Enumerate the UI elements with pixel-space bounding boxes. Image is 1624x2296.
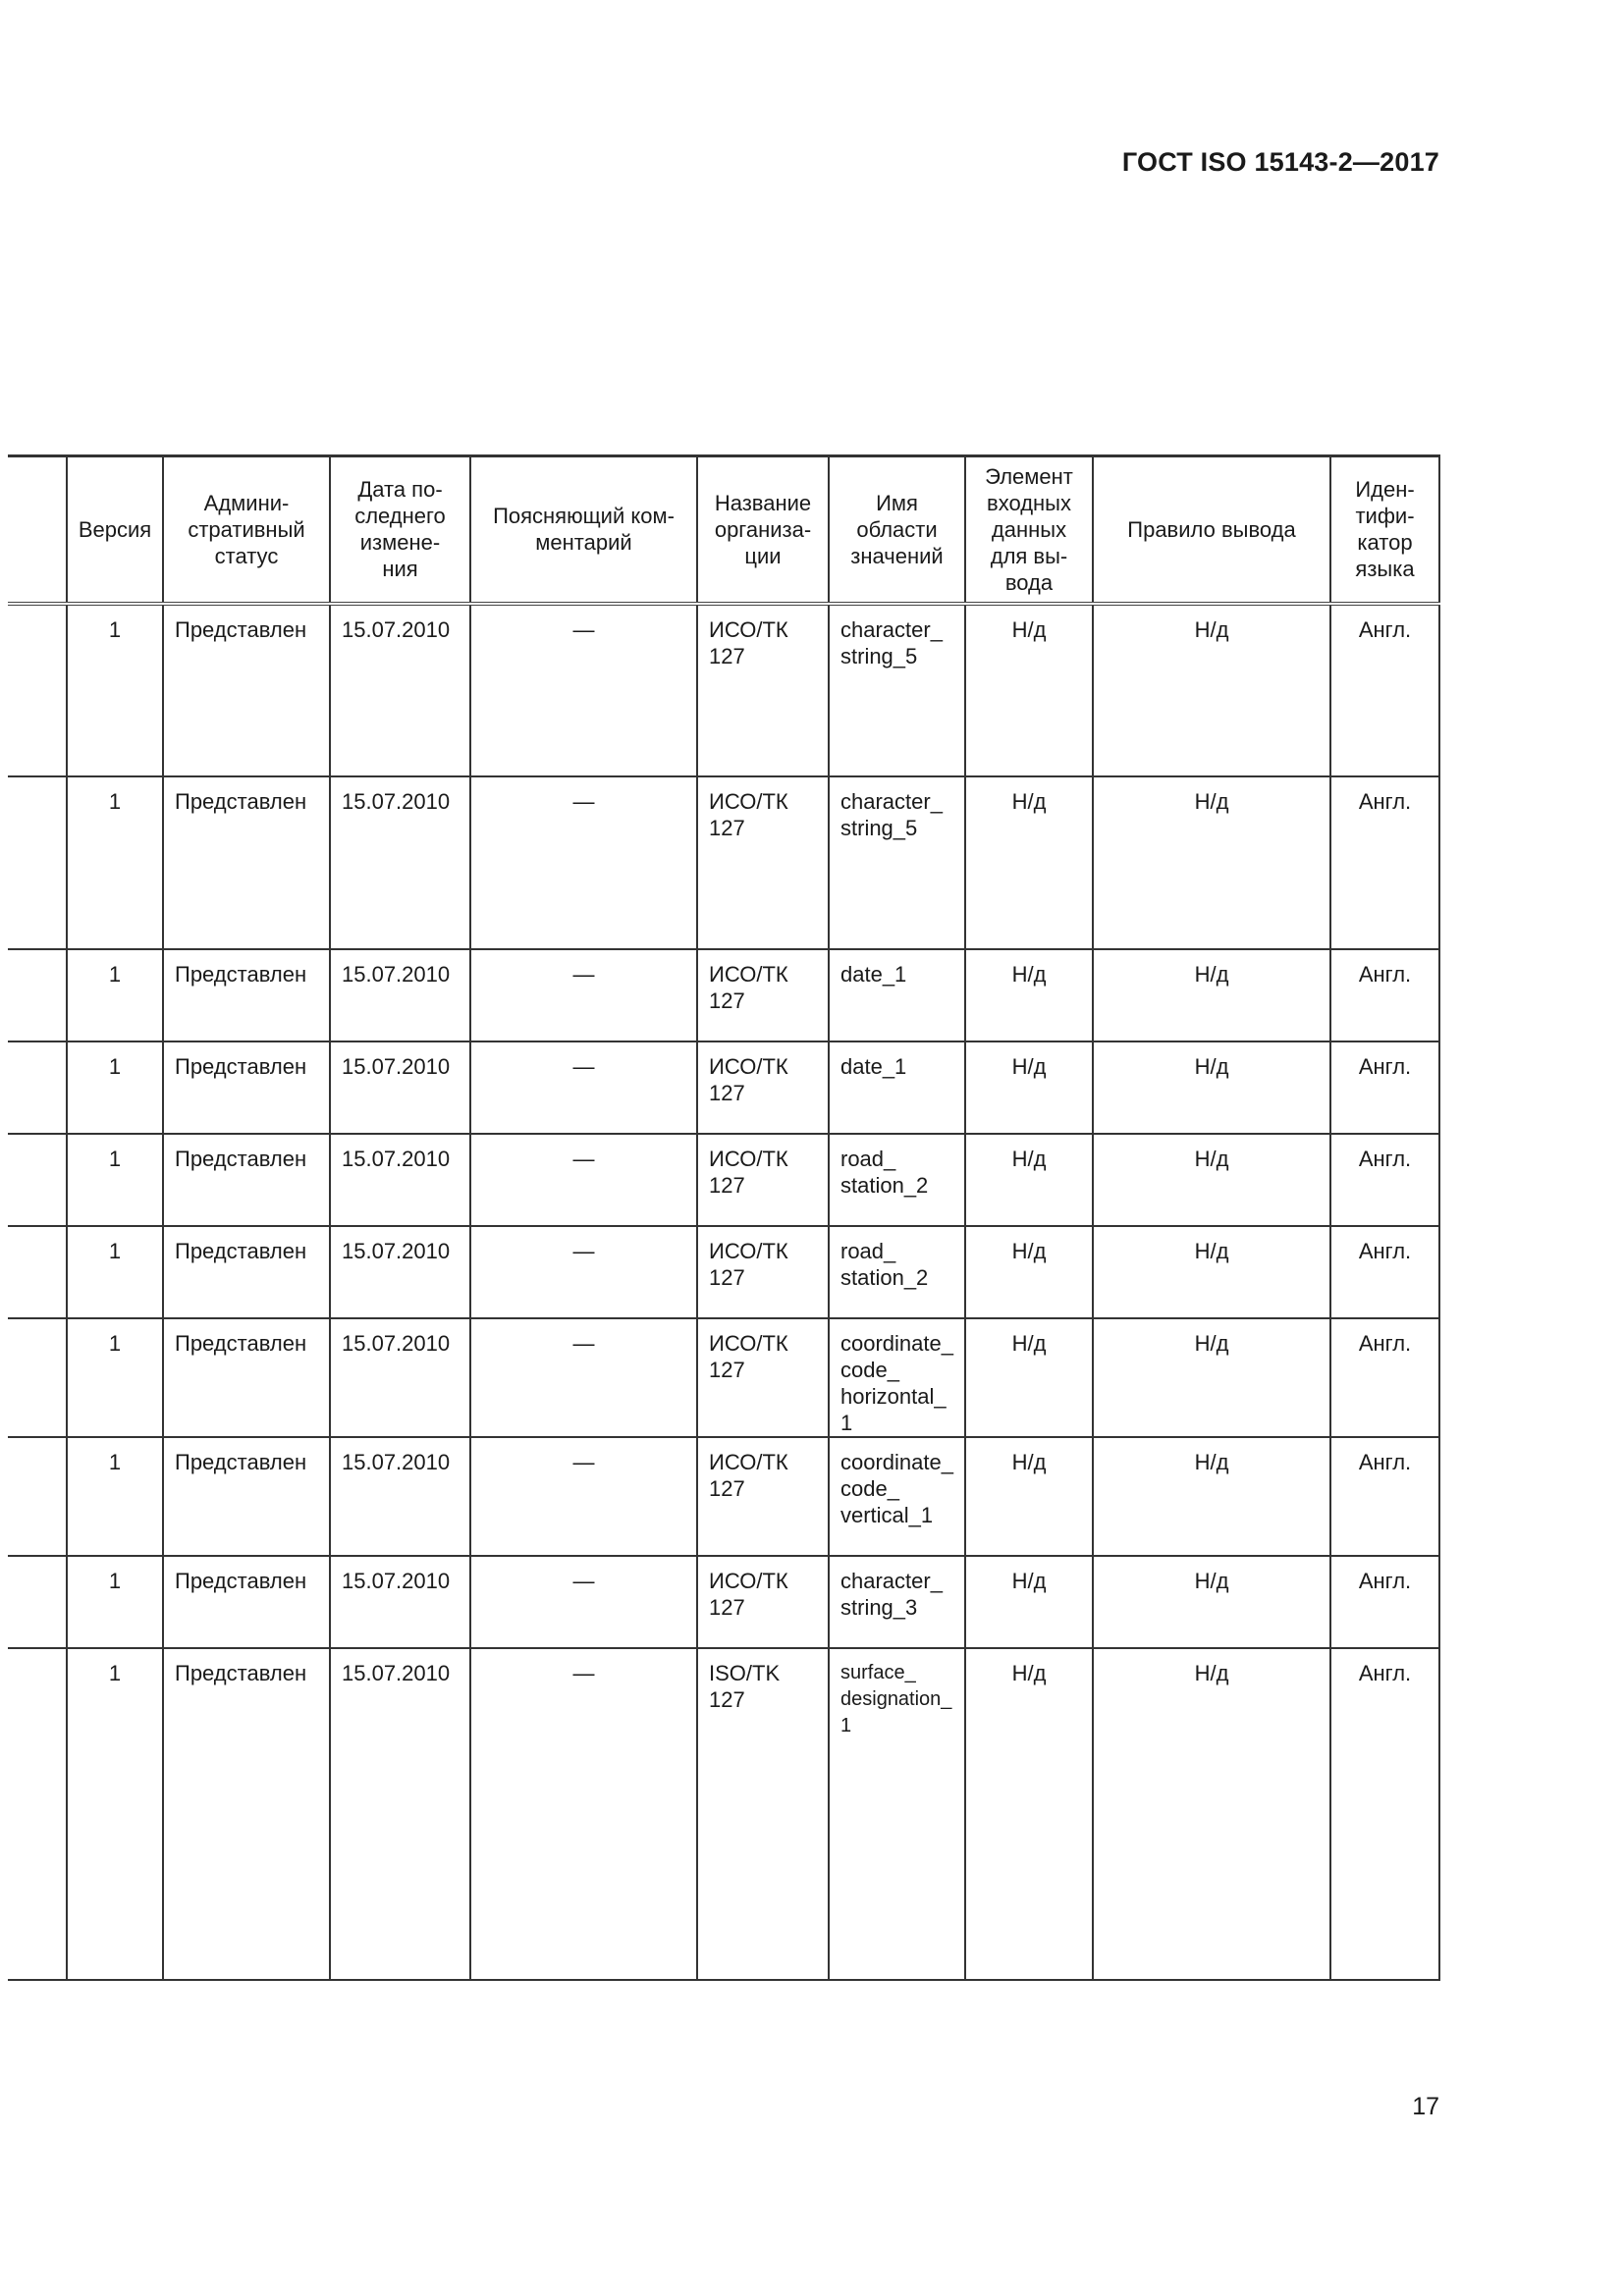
table-row (8, 776, 1439, 949)
language-cell: Англ. (1330, 1556, 1439, 1648)
spacer-cell (8, 1648, 67, 1980)
input-element-cell: Н/д (965, 1041, 1093, 1134)
spacer-cell (8, 949, 67, 1041)
table-row (8, 1226, 1439, 1318)
language-cell: Англ. (1330, 949, 1439, 1041)
organization-cell: ИСО/ТК 127 (697, 1556, 829, 1648)
page-number: 17 (1412, 2093, 1439, 2120)
version-cell: 1 (67, 1437, 163, 1556)
status-cell: Представлен (163, 1318, 330, 1437)
table-row (8, 1556, 1439, 1648)
language-cell: Англ. (1330, 604, 1439, 776)
derivation-rule-cell: Н/д (1093, 949, 1330, 1041)
header-cell-input-element: Элемент входных данных для вы- вода (965, 456, 1093, 604)
organization-cell: ИСО/ТК 127 (697, 1318, 829, 1437)
language-cell: Англ. (1330, 1226, 1439, 1318)
language-cell: Англ. (1330, 776, 1439, 949)
spacer-cell (8, 1556, 67, 1648)
organization-cell: ИСО/ТК 127 (697, 776, 829, 949)
status-cell: Представлен (163, 1226, 330, 1318)
domain-cell: character_ string_5 (829, 604, 965, 776)
date-cell: 15.07.2010 (330, 604, 470, 776)
table-row (8, 1041, 1439, 1134)
comment-cell: — (470, 1648, 697, 1980)
table-row (8, 1648, 1439, 1980)
version-cell: 1 (67, 1318, 163, 1437)
version-cell: 1 (67, 1134, 163, 1226)
language-cell: Англ. (1330, 1437, 1439, 1556)
table-row (8, 604, 1439, 776)
header-cell-derivation-rule: Правило вывода (1093, 456, 1330, 604)
domain-cell: coordinate_ code_ vertical_1 (829, 1437, 965, 1556)
derivation-rule-cell: Н/д (1093, 1648, 1330, 1980)
comment-cell: — (470, 604, 697, 776)
date-cell: 15.07.2010 (330, 1318, 470, 1437)
derivation-rule-cell: Н/д (1093, 1041, 1330, 1134)
input-element-cell: Н/д (965, 1318, 1093, 1437)
domain-cell: road_ station_2 (829, 1226, 965, 1318)
header-cell-spacer (8, 456, 67, 604)
date-cell: 15.07.2010 (330, 1041, 470, 1134)
comment-cell: — (470, 1134, 697, 1226)
input-element-cell: Н/д (965, 604, 1093, 776)
derivation-rule-cell: Н/д (1093, 1134, 1330, 1226)
comment-cell: — (470, 1226, 697, 1318)
status-cell: Представлен (163, 604, 330, 776)
version-cell: 1 (67, 1556, 163, 1648)
date-cell: 15.07.2010 (330, 1134, 470, 1226)
domain-cell: character_ string_5 (829, 776, 965, 949)
organization-cell: ISO/TK 127 (697, 1648, 829, 1980)
domain-cell: coordinate_ code_ horizontal_1 (829, 1318, 965, 1437)
date-cell: 15.07.2010 (330, 1226, 470, 1318)
status-cell: Представлен (163, 1556, 330, 1648)
status-cell: Представлен (163, 949, 330, 1041)
comment-cell: — (470, 776, 697, 949)
date-cell: 15.07.2010 (330, 1648, 470, 1980)
date-cell: 15.07.2010 (330, 949, 470, 1041)
date-cell: 15.07.2010 (330, 776, 470, 949)
domain-cell: road_ station_2 (829, 1134, 965, 1226)
version-cell: 1 (67, 1041, 163, 1134)
input-element-cell: Н/д (965, 1226, 1093, 1318)
input-element-cell: Н/д (965, 1648, 1093, 1980)
document-header: ГОСТ ISO 15143-2—2017 (1121, 147, 1439, 177)
organization-cell: ИСО/ТК 127 (697, 1134, 829, 1226)
version-cell: 1 (67, 776, 163, 949)
domain-cell: date_1 (829, 949, 965, 1041)
header-cell-domain: Имя области значений (829, 456, 965, 604)
language-cell: Англ. (1330, 1648, 1439, 1980)
language-cell: Англ. (1330, 1134, 1439, 1226)
input-element-cell: Н/д (965, 1437, 1093, 1556)
spacer-cell (8, 1318, 67, 1437)
input-element-cell: Н/д (965, 1134, 1093, 1226)
status-cell: Представлен (163, 1648, 330, 1980)
input-element-cell: Н/д (965, 1556, 1093, 1648)
table-row (8, 949, 1439, 1041)
version-cell: 1 (67, 1648, 163, 1980)
domain-cell: character_ string_3 (829, 1556, 965, 1648)
derivation-rule-cell: Н/д (1093, 776, 1330, 949)
spacer-cell (8, 1134, 67, 1226)
version-cell: 1 (67, 604, 163, 776)
header-cell-status: Админи- стративный статус (163, 456, 330, 604)
input-element-cell: Н/д (965, 776, 1093, 949)
organization-cell: ИСО/ТК 127 (697, 1041, 829, 1134)
input-element-cell: Н/д (965, 949, 1093, 1041)
language-cell: Англ. (1330, 1318, 1439, 1437)
spacer-cell (8, 1226, 67, 1318)
spacer-cell (8, 776, 67, 949)
organization-cell: ИСО/ТК 127 (697, 1437, 829, 1556)
comment-cell: — (470, 1437, 697, 1556)
header-cell-organization: Название организа- ции (697, 456, 829, 604)
organization-cell: ИСО/ТК 127 (697, 949, 829, 1041)
spacer-cell (8, 604, 67, 776)
status-cell: Представлен (163, 776, 330, 949)
organization-cell: ИСО/ТК 127 (697, 604, 829, 776)
version-cell: 1 (67, 949, 163, 1041)
table-row (8, 1437, 1439, 1556)
header-cell-date: Дата по- следнего измене- ния (330, 456, 470, 604)
spacer-cell (8, 1041, 67, 1134)
table-row (8, 1134, 1439, 1226)
date-cell: 15.07.2010 (330, 1437, 470, 1556)
status-cell: Представлен (163, 1041, 330, 1134)
version-cell: 1 (67, 1226, 163, 1318)
derivation-rule-cell: Н/д (1093, 1318, 1330, 1437)
derivation-rule-cell: Н/д (1093, 1437, 1330, 1556)
domain-cell: surface_ designation_1 (829, 1648, 965, 1980)
comment-cell: — (470, 1041, 697, 1134)
status-cell: Представлен (163, 1134, 330, 1226)
header-cell-version: Версия (67, 456, 163, 604)
registry-table (8, 454, 1440, 1981)
header-cell-comment: Поясняющий ком- ментарий (470, 456, 697, 604)
comment-cell: — (470, 1556, 697, 1648)
comment-cell: — (470, 949, 697, 1041)
date-cell: 15.07.2010 (330, 1556, 470, 1648)
language-cell: Англ. (1330, 1041, 1439, 1134)
derivation-rule-cell: Н/д (1093, 604, 1330, 776)
comment-cell: — (470, 1318, 697, 1437)
status-cell: Представлен (163, 1437, 330, 1556)
domain-cell: date_1 (829, 1041, 965, 1134)
header-cell-language: Иден- тифи- катор языка (1330, 456, 1439, 604)
table-header-row (8, 456, 1439, 604)
derivation-rule-cell: Н/д (1093, 1226, 1330, 1318)
organization-cell: ИСО/ТК 127 (697, 1226, 829, 1318)
spacer-cell (8, 1437, 67, 1556)
derivation-rule-cell: Н/д (1093, 1556, 1330, 1648)
table-row (8, 1318, 1439, 1437)
